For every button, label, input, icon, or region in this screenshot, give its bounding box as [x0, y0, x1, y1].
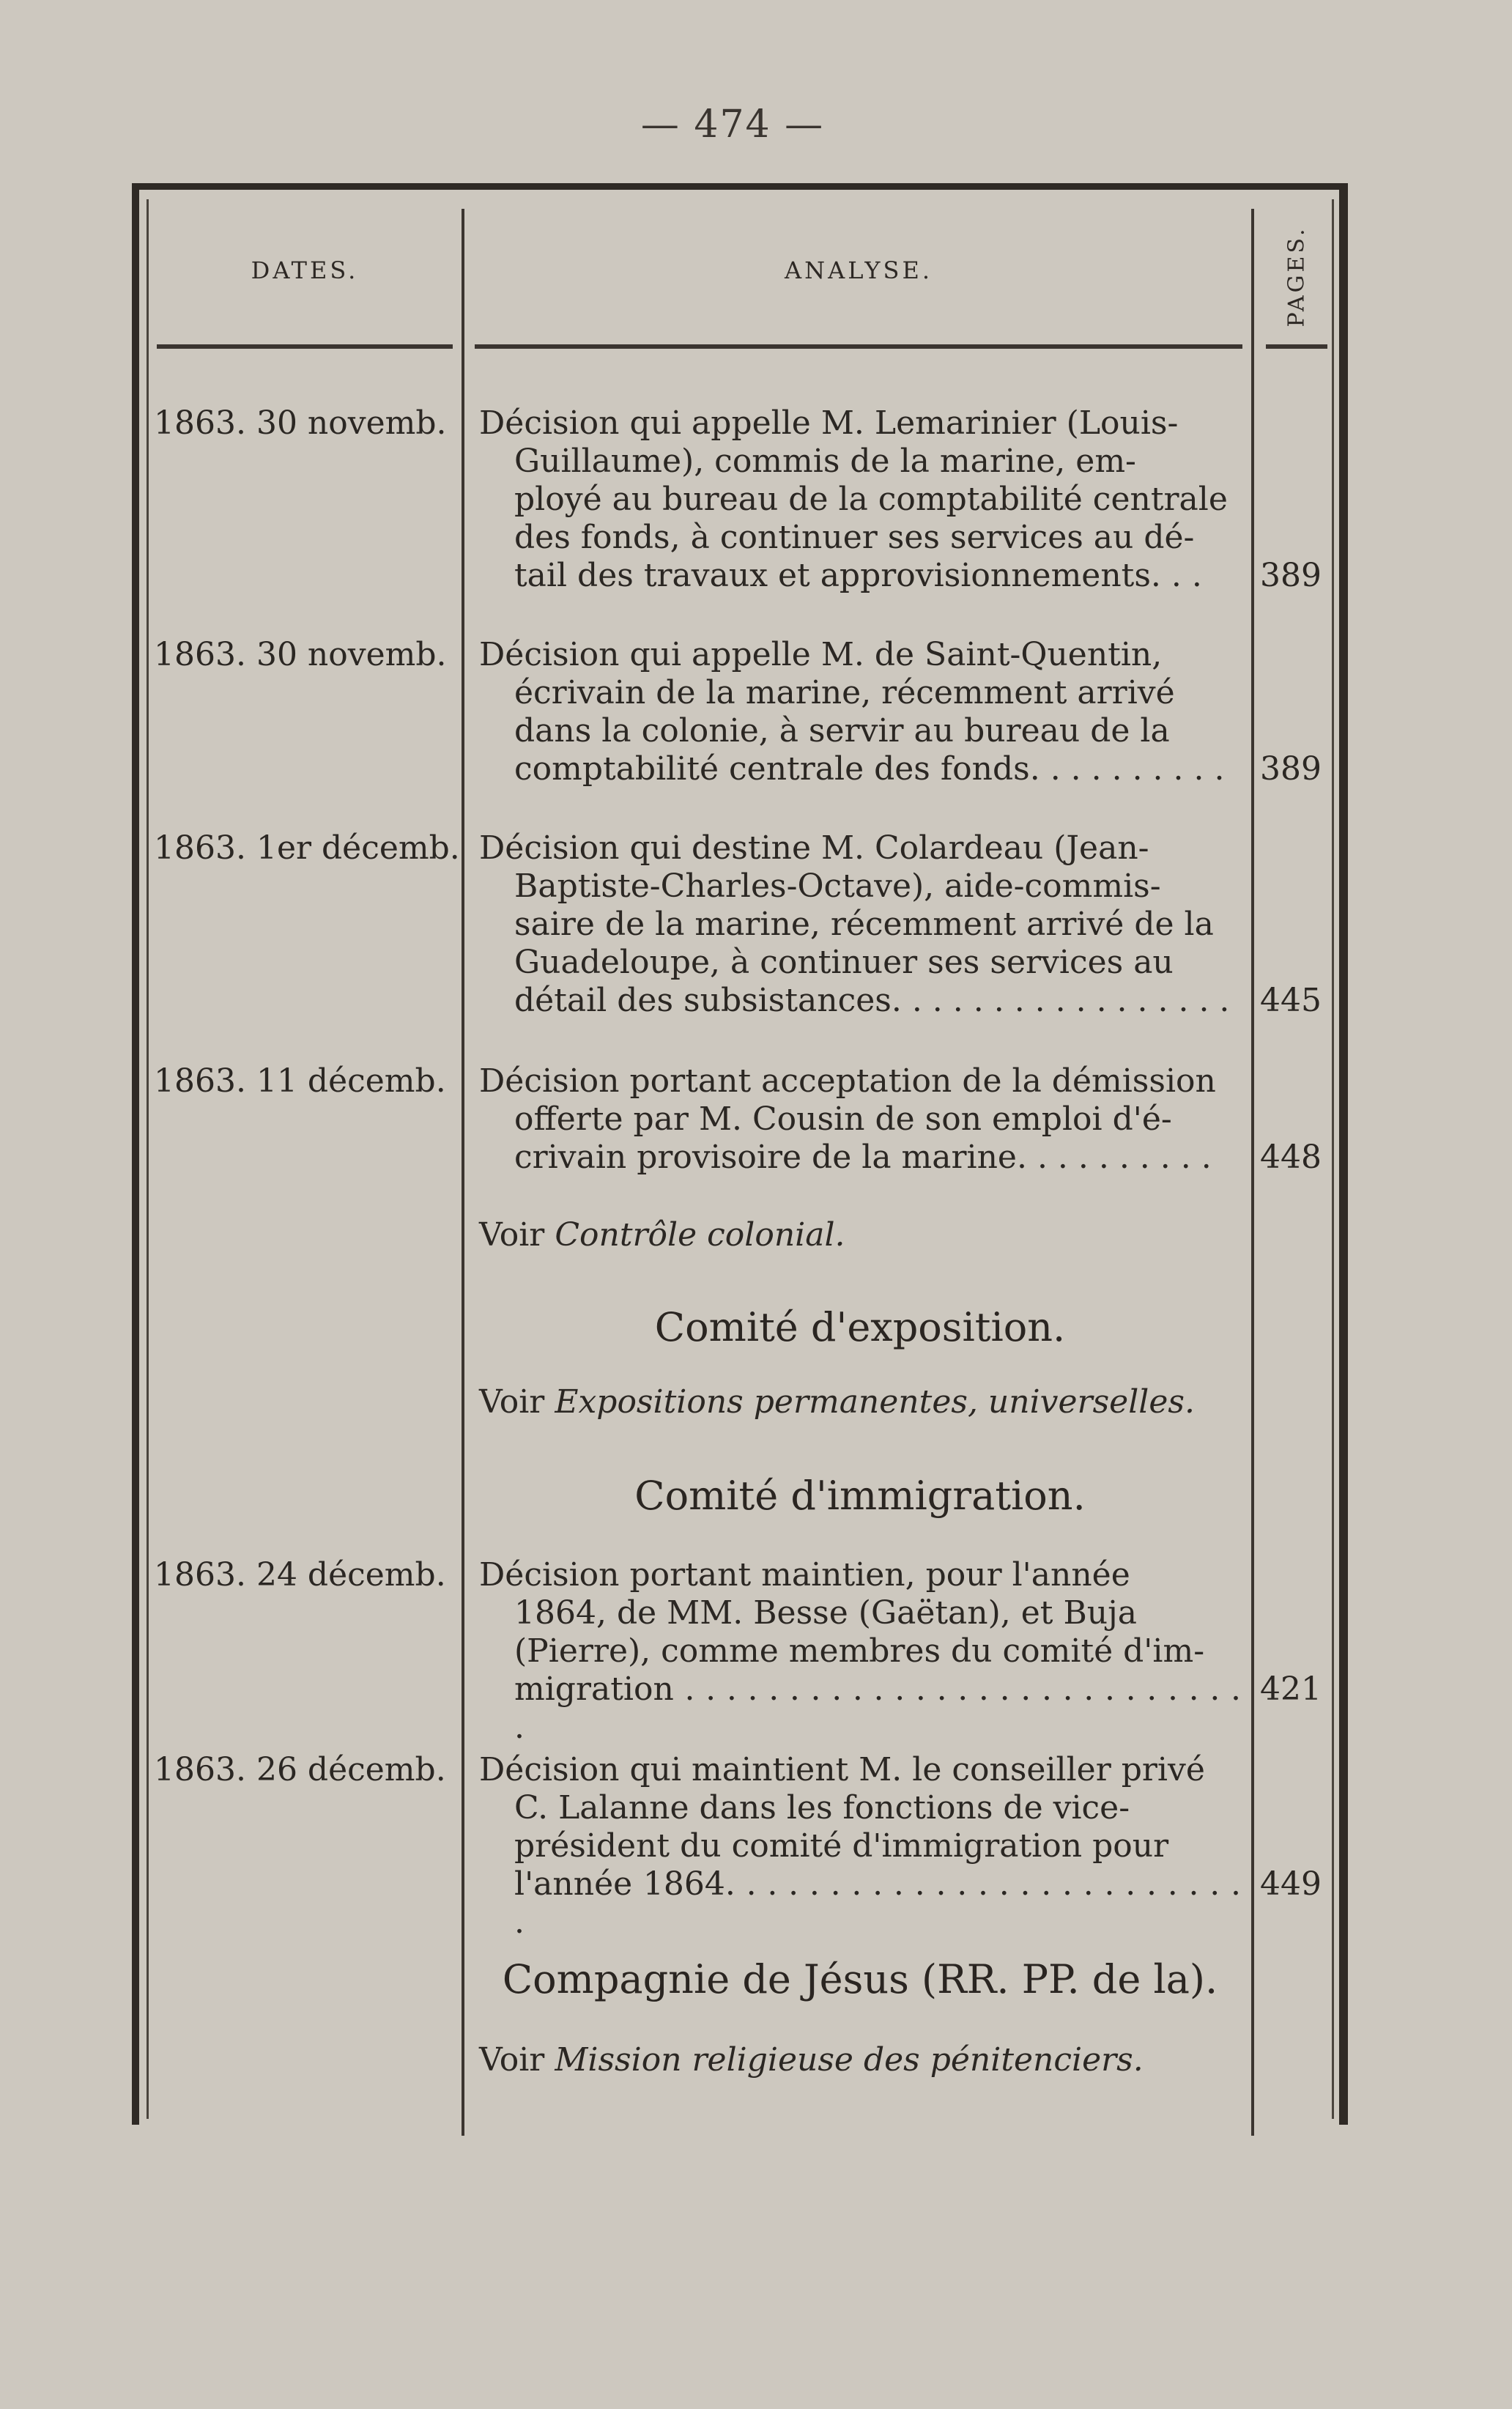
- analysis-line: président du comité d'immigration pour: [514, 1827, 1169, 1865]
- entry-date: 1863. 30 novemb.: [154, 636, 447, 673]
- header-rule: [157, 344, 453, 349]
- analysis-line: (Pierre), comme membres du comité d'im-: [514, 1632, 1205, 1670]
- section-heading: Comité d'exposition.: [654, 1304, 1066, 1350]
- analysis-line: ployé au bureau de la comptabilité centrale: [514, 481, 1228, 518]
- analysis-line: migration . . . . . . . . . . . . . . . . . . . . . . . . . . . .: [514, 1670, 1241, 1746]
- page-ref: 445: [1260, 982, 1322, 1019]
- page-ref: 449: [1260, 1865, 1322, 1903]
- entry-analysis: [479, 1062, 1241, 1177]
- analysis-line: crivain provisoire de la marine. . . . . . . . . .: [514, 1139, 1212, 1176]
- entry-analysis: [479, 829, 1241, 1020]
- section-heading: Compagnie de Jésus (RR. PP. de la).: [502, 1956, 1218, 2002]
- analysis-line: saire de la marine, récemment arrivé de la: [514, 906, 1214, 943]
- analysis-line: 1864, de MM. Besse (Gaëtan), et Buja: [514, 1594, 1138, 1632]
- analysis-line: Décision qui destine M. Colardeau (Jean-: [479, 829, 1149, 867]
- analysis-line: des fonds, à continuer ses services au dé-: [514, 519, 1195, 556]
- analysis-line: Décision portant maintien, pour l'année: [479, 1556, 1130, 1594]
- page-ref: 421: [1260, 1670, 1322, 1708]
- analysis-line: Décision qui maintient M. le conseiller privé: [479, 1751, 1205, 1788]
- voir-ref: Mission religieuse des pénitenciers.: [555, 2041, 1144, 2079]
- analysis-line: Décision qui appelle M. de Saint-Quentin,: [479, 636, 1163, 673]
- entry-analysis: [479, 636, 1241, 788]
- page-ref: 389: [1260, 557, 1322, 594]
- analysis-line: Décision portant acceptation de la démission: [479, 1062, 1216, 1100]
- header-rule: [1266, 344, 1327, 349]
- cross-reference: [479, 1216, 1241, 1254]
- column-divider: [462, 209, 464, 2136]
- analysis-line: Guadeloupe, à continuer ses services au: [514, 944, 1174, 981]
- header-dates: DATES.: [251, 256, 359, 284]
- analysis-line: Baptiste-Charles-Octave), aide-commis-: [514, 867, 1161, 905]
- voir-prefix: Voir: [479, 1216, 545, 1254]
- header-pages: PAGES.: [1283, 226, 1310, 328]
- page-number: — 474 —: [640, 103, 825, 147]
- analysis-line: comptabilité centrale des fonds. . . . . . . . . .: [514, 750, 1225, 788]
- page-ref: 389: [1260, 750, 1322, 788]
- analysis-line: Décision qui appelle M. Lemarinier (Louis-: [479, 404, 1179, 442]
- analysis-line: détail des subsistances. . . . . . . . . . . . . . . . .: [514, 982, 1230, 1019]
- cross-reference: [479, 1383, 1241, 1421]
- entry-analysis: [479, 1556, 1241, 1747]
- voir-prefix: Voir: [479, 2041, 545, 2079]
- voir-ref: Contrôle colonial.: [555, 1216, 845, 1254]
- entry-date: 1863. 1er décemb.: [154, 829, 460, 867]
- section-heading: Comité d'immigration.: [634, 1473, 1086, 1519]
- header-rule: [475, 344, 1242, 349]
- page-ref: 448: [1260, 1139, 1322, 1176]
- analysis-line: offerte par M. Cousin de son emploi d'é-: [514, 1100, 1172, 1138]
- frame-inner-left: [147, 199, 149, 2119]
- entry-analysis: [479, 1751, 1241, 1942]
- cross-reference: [479, 2041, 1241, 2079]
- frame-inner-right: [1332, 199, 1334, 2119]
- analysis-line: dans la colonie, à servir au bureau de la: [514, 712, 1170, 750]
- analysis-line: C. Lalanne dans les fonctions de vice-: [514, 1789, 1130, 1827]
- voir-ref: Expositions permanentes, universelles.: [555, 1383, 1195, 1421]
- analysis-line: Guillaume), commis de la marine, em-: [514, 443, 1136, 480]
- analysis-line: écrivain de la marine, récemment arrivé: [514, 674, 1175, 711]
- entry-analysis: [479, 404, 1241, 595]
- voir-prefix: Voir: [479, 1383, 545, 1421]
- entry-date: 1863. 11 décemb.: [154, 1062, 446, 1100]
- entry-date: 1863. 30 novemb.: [154, 404, 447, 442]
- analysis-line: tail des travaux et approvisionnements. . .: [514, 557, 1202, 594]
- entry-date: 1863. 24 décemb.: [154, 1556, 446, 1594]
- header-analysis: ANALYSE.: [785, 256, 933, 284]
- analysis-line: l'année 1864. . . . . . . . . . . . . . . . . . . . . . . . . .: [514, 1865, 1241, 1941]
- entry-date: 1863. 26 décemb.: [154, 1751, 446, 1788]
